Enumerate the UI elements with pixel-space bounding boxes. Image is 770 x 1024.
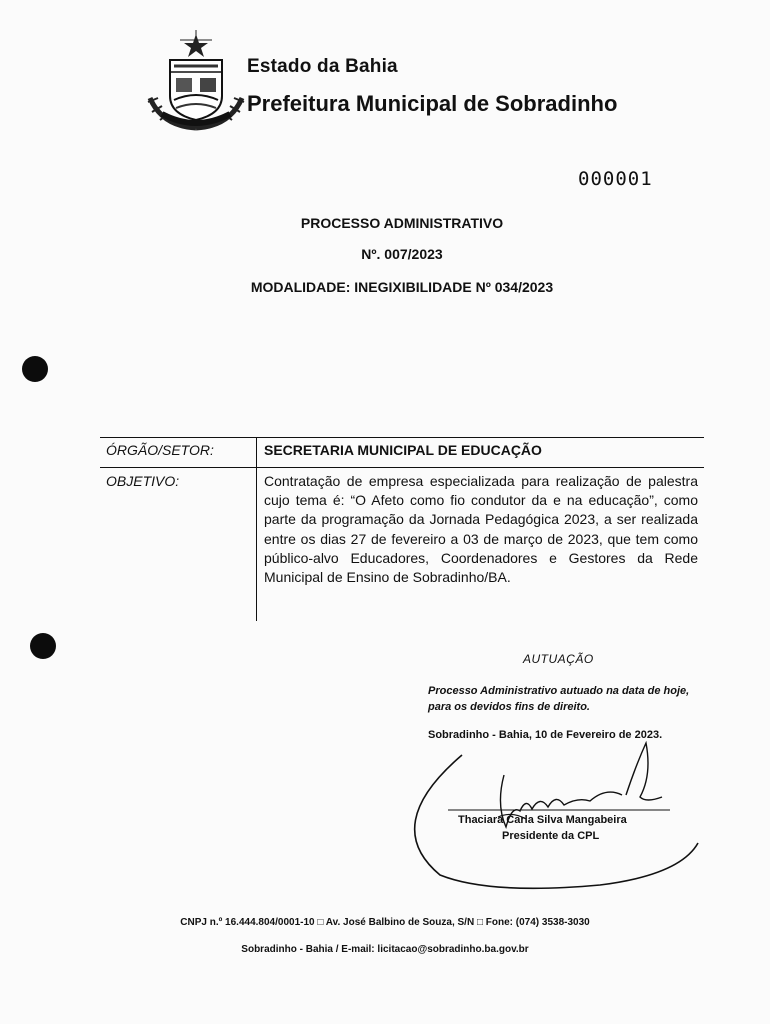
place-date: Sobradinho - Bahia, 10 de Fevereiro de 2023. xyxy=(428,729,663,741)
autuacao-text: Processo Administrativo autuado na data de hoje, para os devidos fins de direito. xyxy=(428,685,690,713)
municipality-name: Prefeitura Municipal de Sobradinho xyxy=(247,91,618,116)
document-title: PROCESSO ADMINISTRATIVO xyxy=(300,215,504,231)
modality: MODALIDADE: INEGIXIBILIDADE Nº 034/2023 xyxy=(250,279,554,295)
page-number-stamp: 000001 xyxy=(578,168,653,190)
table-column-rule xyxy=(256,437,257,621)
state-name: Estado da Bahia xyxy=(247,56,398,77)
punch-hole xyxy=(30,633,56,659)
footer-address: CNPJ n.º 16.444.804/0001-10 □ Av. José Balbino de Souza, S/N □ Fone: (074) 3538-3030 xyxy=(180,917,590,928)
star-icon xyxy=(180,30,212,57)
footer-contact: Sobradinho - Bahia / E-mail: licitacao@sobradinho.ba.gov.br xyxy=(241,944,529,955)
signer-role: Presidente da CPL xyxy=(502,830,600,842)
orgao-label: ÓRGÃO/SETOR: xyxy=(106,442,214,458)
objetivo-label: OBJETIVO: xyxy=(106,473,180,489)
autuacao-title: AUTUAÇÃO xyxy=(523,652,594,666)
coat-of-arms-logo xyxy=(140,28,252,132)
orgao-value: SECRETARIA MUNICIPAL DE EDUCAÇÃO xyxy=(264,442,542,458)
punch-hole xyxy=(22,356,48,382)
objetivo-text: Contratação de empresa especializada para realização de palestra cujo tema é: “O Afeto como fio condutor da e na educação”, como parte da programação da Jornada Pedagógica 2023, a ser realizada entre os dias 27 de fevereiro a 03 de março de 2023, que tem como público-alvo Educadores, Coordenadores e Gestores da Rede Municipal de Ensino de Sobradinho/BA. xyxy=(264,473,698,586)
table-mid-rule xyxy=(100,467,704,468)
signer-name: Thaciara Carla Silva Mangabeira xyxy=(458,814,627,826)
table-top-rule xyxy=(100,437,704,438)
process-number: Nº. 007/2023 xyxy=(361,246,443,262)
